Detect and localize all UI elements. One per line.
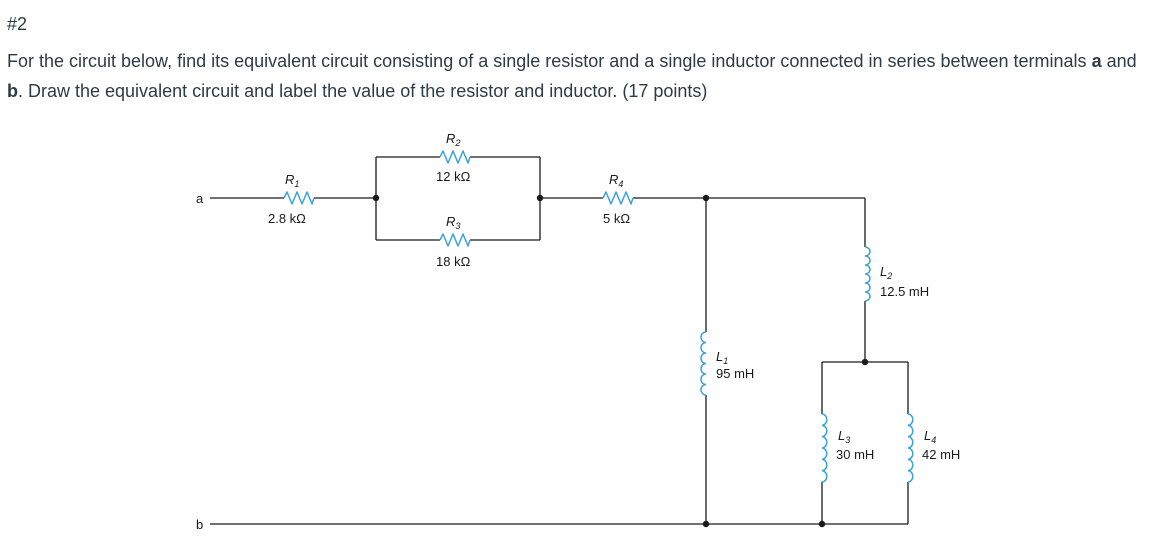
r1-subscript: 1 — [294, 179, 300, 189]
inductor-l2-symbol — [865, 247, 870, 301]
junction-dot — [537, 195, 543, 201]
problem-text-part-2: and — [1101, 51, 1137, 71]
r3-name: R — [446, 214, 456, 229]
junction-dot — [703, 521, 709, 527]
l3-subscript: 3 — [845, 435, 851, 445]
r4-value-label: 5 kΩ — [603, 211, 631, 226]
r2-name: R — [446, 131, 456, 146]
r1-name-label — [285, 172, 299, 189]
l4-name-label — [924, 428, 936, 445]
r4-subscript: 4 — [618, 179, 624, 189]
l4-subscript: 4 — [931, 435, 937, 445]
r4-name: R — [609, 172, 619, 187]
l1-name: L — [716, 349, 724, 364]
l1-subscript: 1 — [723, 356, 729, 366]
l1-name-label — [716, 349, 728, 366]
problem-number: #2 — [7, 14, 28, 34]
junction-dot — [862, 359, 868, 365]
terminal-a-label: a — [196, 191, 204, 206]
r2-subscript: 2 — [455, 138, 461, 148]
problem-text-part-3: . Draw the equivalent circuit and label the value of the resistor and inductor. (17 points) — [18, 81, 708, 101]
l4-name: L — [924, 428, 932, 443]
r3-value-label: 18 kΩ — [436, 254, 471, 269]
terminal-b-text: b — [7, 81, 18, 101]
inductor-l4-symbol — [908, 414, 913, 482]
terminal-b-label: b — [196, 517, 204, 532]
l1-value-label: 95 mH — [716, 366, 755, 381]
inductor-l1-symbol — [701, 332, 706, 395]
terminal-a-text: a — [1091, 51, 1102, 71]
resistor-r3-symbol — [440, 234, 470, 246]
l2-subscript: 2 — [887, 271, 893, 281]
l2-value-label: 12.5 mH — [880, 284, 930, 299]
r2-name-label — [446, 131, 460, 148]
problem-text-part-1: For the circuit below, find its equivalent circuit consisting of a single resistor and a single inductor connected in series between terminals — [7, 51, 1092, 71]
l3-value-label: 30 mH — [836, 447, 875, 462]
r3-subscript: 3 — [455, 221, 461, 231]
r1-value-label: 2.8 kΩ — [268, 211, 306, 226]
resistor-r2-symbol — [440, 151, 470, 163]
l3-name-label — [838, 428, 850, 445]
l2-name-label — [880, 264, 892, 281]
resistor-r1-symbol — [284, 192, 314, 204]
l4-value-label: 42 mH — [922, 447, 961, 462]
circuit-inductors — [701, 247, 913, 482]
r4-name-label — [609, 172, 623, 189]
junction-dot — [703, 195, 709, 201]
circuit-wires — [210, 157, 908, 524]
l3-name: L — [838, 428, 846, 443]
inductor-l3-symbol — [822, 414, 827, 482]
junction-dot — [819, 521, 825, 527]
r2-value-label: 12 kΩ — [436, 169, 471, 184]
r3-name-label — [446, 214, 460, 231]
l2-name: L — [880, 264, 888, 279]
r1-name: R — [285, 172, 295, 187]
resistor-r4-symbol — [603, 192, 633, 204]
junction-dot — [373, 195, 379, 201]
